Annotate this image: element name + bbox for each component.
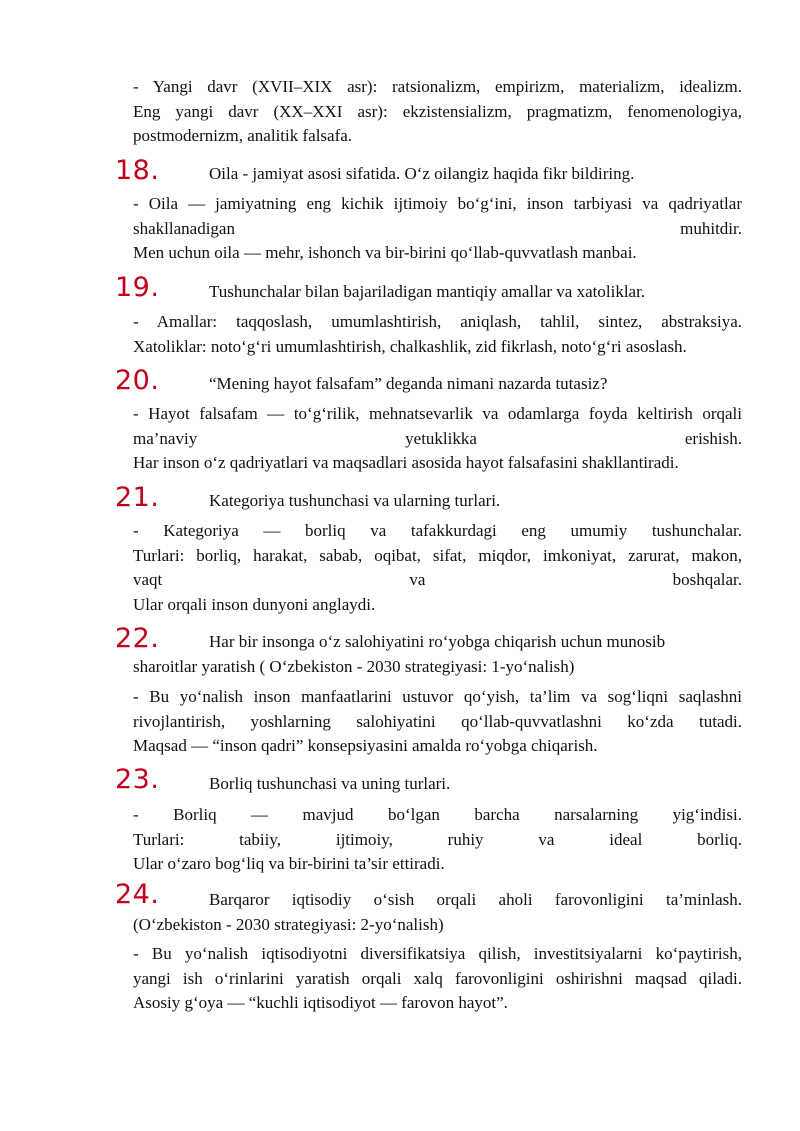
question-number: 20. bbox=[115, 365, 160, 396]
answer-line: shakllanadigan muhitdir. bbox=[133, 218, 742, 238]
answer-line: - Oila — jamiyatning eng kichik ijtimoiy bo‘g‘ini, inson tarbiyasi va qadriyatlar bbox=[133, 194, 742, 213]
answer-line: Turlari: borliq, harakat, sabab, oqibat, sifat, miqdor, imkoniyat, zarurat, makon, bbox=[133, 545, 742, 565]
answer-block bbox=[133, 402, 742, 476]
question-text: “Mening hayot falsafam” deganda nimani nazarda tutasiz? bbox=[209, 374, 608, 393]
answer-block bbox=[133, 192, 742, 266]
question-line: (O‘zbekiston - 2030 strategiyasi: 2-yo‘nalish) bbox=[133, 914, 444, 934]
question-number: 18. bbox=[115, 155, 160, 186]
answer-line: Turlari: tabiiy, ijtimoiy, ruhiy va ideal borliq. bbox=[133, 829, 742, 849]
question-number: 22. bbox=[115, 623, 160, 654]
answer-block bbox=[133, 685, 742, 759]
question-line: sharoitlar yaratish ( O‘zbekiston - 2030 strategiyasi: 1-yo‘nalish) bbox=[133, 656, 575, 676]
question-line: Har bir insonga o‘z salohiyatini ro‘yobga chiqarish uchun munosib bbox=[209, 632, 666, 651]
answer-line: Xatoliklar: noto‘g‘ri umumlashtirish, chalkashlik, zid fikrlash, noto‘g‘ri asoslash. bbox=[133, 336, 687, 356]
question-number: 23. bbox=[115, 764, 160, 795]
answer-line: Ular o‘zaro bog‘liq va bir-birini ta’sir ettiradi. bbox=[133, 854, 445, 873]
answer-line: - Bu yo‘nalish iqtisodiyotni diversifikatsiya qilish, investitsiyalarni ko‘paytirish, bbox=[133, 944, 742, 963]
answer-line: - Yangi davr (XVII–XIX asr): ratsionalizm, empirizm, materializm, idealizm. bbox=[133, 77, 742, 96]
question-number: 24. bbox=[115, 879, 160, 910]
answer-line: Men uchun oila — mehr, ishonch va bir-birini qo‘llab-quvvatlash manbai. bbox=[133, 243, 637, 262]
question-text: Kategoriya tushunchasi va ularning turlari. bbox=[209, 491, 501, 510]
answer-line: - Kategoriya — borliq va tafakkurdagi eng umumiy tushunchalar. bbox=[133, 521, 742, 540]
question-line: Barqaror iqtisodiy o‘sish orqali aholi farovonligini ta’minlash. bbox=[209, 890, 742, 909]
question-text: Tushunchalar bilan bajariladigan mantiqiy amallar va xatoliklar. bbox=[209, 282, 646, 301]
answer-block bbox=[133, 310, 742, 359]
answer-block bbox=[133, 803, 742, 877]
question-number: 21. bbox=[115, 482, 160, 513]
answer-line: Maqsad — “inson qadri” konsepsiyasini amalda ro‘yobga chiqarish. bbox=[133, 736, 598, 755]
answer-line: Asosiy g‘oya — “kuchli iqtisodiyot — farovon hayot”. bbox=[133, 993, 508, 1012]
answer-line: ma’naviy yetuklikka erishish. bbox=[133, 428, 742, 448]
question-text: Borliq tushunchasi va uning turlari. bbox=[209, 774, 451, 793]
question-text bbox=[133, 888, 742, 937]
answer-line: - Bu yo‘nalish inson manfaatlarini ustuvor qo‘yish, ta’lim va sog‘liqni saqlashni bbox=[133, 687, 742, 706]
intro-answer bbox=[133, 75, 742, 149]
answer-line: rivojlantirish, yoshlarning salohiyatini qo‘llab-quvvatlashni ko‘zda tutadi. bbox=[133, 711, 742, 731]
answer-line: yangi ish o‘rinlarini yaratish orqali xalq farovonligini oshirishni maqsad qiladi. bbox=[133, 968, 742, 988]
answer-line: - Hayot falsafam — to‘g‘rilik, mehnatsevarlik va odamlarga foyda keltirish orqali bbox=[133, 404, 742, 423]
answer-block bbox=[133, 519, 742, 617]
answer-line: Har inson o‘z qadriyatlari va maqsadlari asosida hayot falsafasini shakllantiradi. bbox=[133, 453, 679, 472]
question-text: Oila - jamiyat asosi sifatida. O‘z oilangiz haqida fikr bildiring. bbox=[209, 164, 635, 183]
answer-line: - Borliq — mavjud bo‘lgan barcha narsalarning yig‘indisi. bbox=[133, 805, 742, 824]
question-text bbox=[133, 630, 742, 679]
answer-line: - Amallar: taqqoslash, umumlashtirish, aniqlash, tahlil, sintez, abstraksiya. bbox=[133, 312, 742, 331]
answer-line: postmodernizm, analitik falsafa. bbox=[133, 126, 353, 145]
answer-line: Eng yangi davr (XX–XXI asr): ekzistensializm, pragmatizm, fenomenologiya, bbox=[133, 101, 742, 121]
answer-block bbox=[133, 942, 742, 1016]
answer-line: Ular orqali inson dunyoni anglaydi. bbox=[133, 594, 376, 614]
answer-line: vaqt va boshqalar. bbox=[133, 570, 742, 589]
question-number: 19. bbox=[115, 272, 160, 303]
